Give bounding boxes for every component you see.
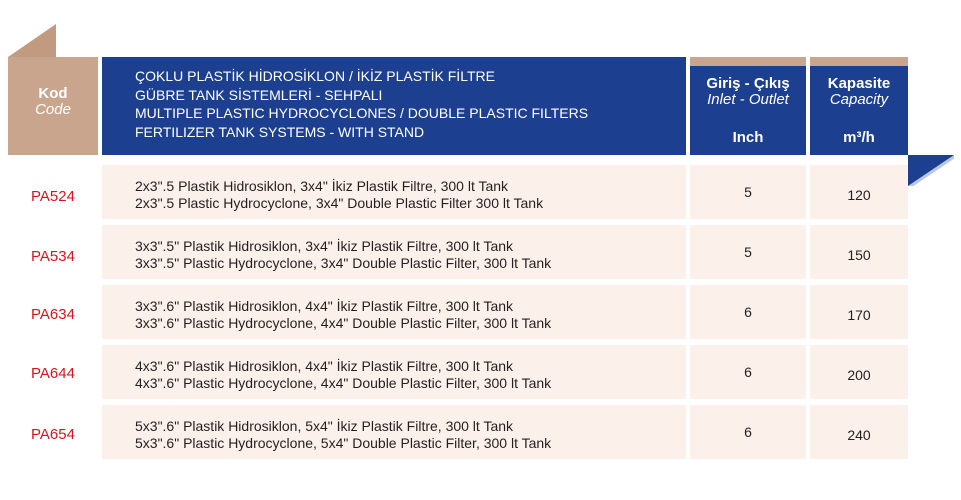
row-description-tr: 5x3".6" Plastik Hidrosiklon, 5x4" İkiz Plastik Filtre, 300 lt Tank xyxy=(135,418,514,434)
row-description-en: 4x3".6" Plastic Hydrocyclone, 4x4" Double Plastic Filter, 300 lt Tank xyxy=(135,374,552,391)
header-line-2: GÜBRE TANK SİSTEMLERİ - SEHPALI xyxy=(135,86,383,103)
row-capacity: 170 xyxy=(810,285,908,339)
row-code: PA634 xyxy=(31,306,75,323)
capacity-header-subtitle: Capacity xyxy=(829,91,889,108)
capacity-header-title: Kapasite xyxy=(827,75,891,92)
code-header-fold xyxy=(8,24,56,57)
row-description-tr: 4x3".6" Plastik Hidrosiklon, 4x4" İkiz Plastik Filtre, 300 lt Tank xyxy=(135,358,514,374)
inlet-header-unit: Inch xyxy=(732,129,764,146)
description-column-header xyxy=(102,57,686,155)
row-description-tr: 2x3".5 Plastik Hidrosiklon, 3x4" İkiz Plastik Filtre, 300 lt Tank xyxy=(135,178,509,194)
code-header-title: Kod xyxy=(38,85,68,102)
capacity-header-unit: m³/h xyxy=(843,129,875,146)
row-capacity: 240 xyxy=(810,405,908,459)
row-capacity: 150 xyxy=(810,225,908,279)
row-inlet: 6 xyxy=(690,285,806,339)
row-description-en: 3x3".5" Plastic Hydrocyclone, 3x4" Double Plastic Filter, 300 lt Tank xyxy=(135,254,552,271)
capacity-column-header xyxy=(810,57,908,155)
inlet-outlet-column-header xyxy=(690,57,806,155)
code-column-header xyxy=(8,57,98,155)
row-description-tr: 3x3".6" Plastik Hidrosiklon, 4x4" İkiz Plastik Filtre, 300 lt Tank xyxy=(135,298,514,314)
inlet-header-title: Giriş - Çıkış xyxy=(706,75,790,92)
header-line-1: ÇOKLU PLASTİK HİDROSİKLON / İKİZ PLASTİK FİLTRE xyxy=(135,68,495,84)
row-description-en: 2x3".5 Plastic Hydrocyclone, 3x4" Double Plastic Filter 300 lt Tank xyxy=(135,194,544,211)
row-inlet: 5 xyxy=(690,165,806,219)
row-description-en: 3x3".6" Plastic Hydrocyclone, 4x4" Double Plastic Filter, 300 lt Tank xyxy=(135,314,552,331)
row-code: PA524 xyxy=(31,188,75,205)
table-row xyxy=(102,345,686,399)
table-row xyxy=(102,405,686,459)
row-code: PA534 xyxy=(31,248,75,265)
row-capacity: 120 xyxy=(810,165,908,219)
row-inlet: 6 xyxy=(690,345,806,399)
row-inlet: 6 xyxy=(690,405,806,459)
header-accent-bar xyxy=(690,57,806,66)
table-row xyxy=(102,285,686,339)
header-line-3: MULTIPLE PLASTIC HYDROCYCLONES / DOUBLE PLASTIC FILTERS xyxy=(135,105,589,121)
table-row xyxy=(102,165,686,219)
row-description-en: 5x3".6" Plastic Hydrocyclone, 5x4" Double Plastic Filter, 300 lt Tank xyxy=(135,434,552,451)
code-header-subtitle: Code xyxy=(35,101,71,118)
row-capacity: 200 xyxy=(810,345,908,399)
row-code: PA644 xyxy=(31,365,75,382)
row-inlet: 5 xyxy=(690,225,806,279)
table-row xyxy=(102,225,686,279)
header-accent-bar xyxy=(810,57,908,66)
row-description-tr: 3x3".5" Plastik Hidrosiklon, 3x4" İkiz Plastik Filtre, 300 lt Tank xyxy=(135,238,514,254)
inlet-header-subtitle: Inlet - Outlet xyxy=(707,91,789,108)
header-line-4: FERTILIZER TANK SYSTEMS - WITH STAND xyxy=(135,123,425,140)
row-code: PA654 xyxy=(31,426,75,443)
